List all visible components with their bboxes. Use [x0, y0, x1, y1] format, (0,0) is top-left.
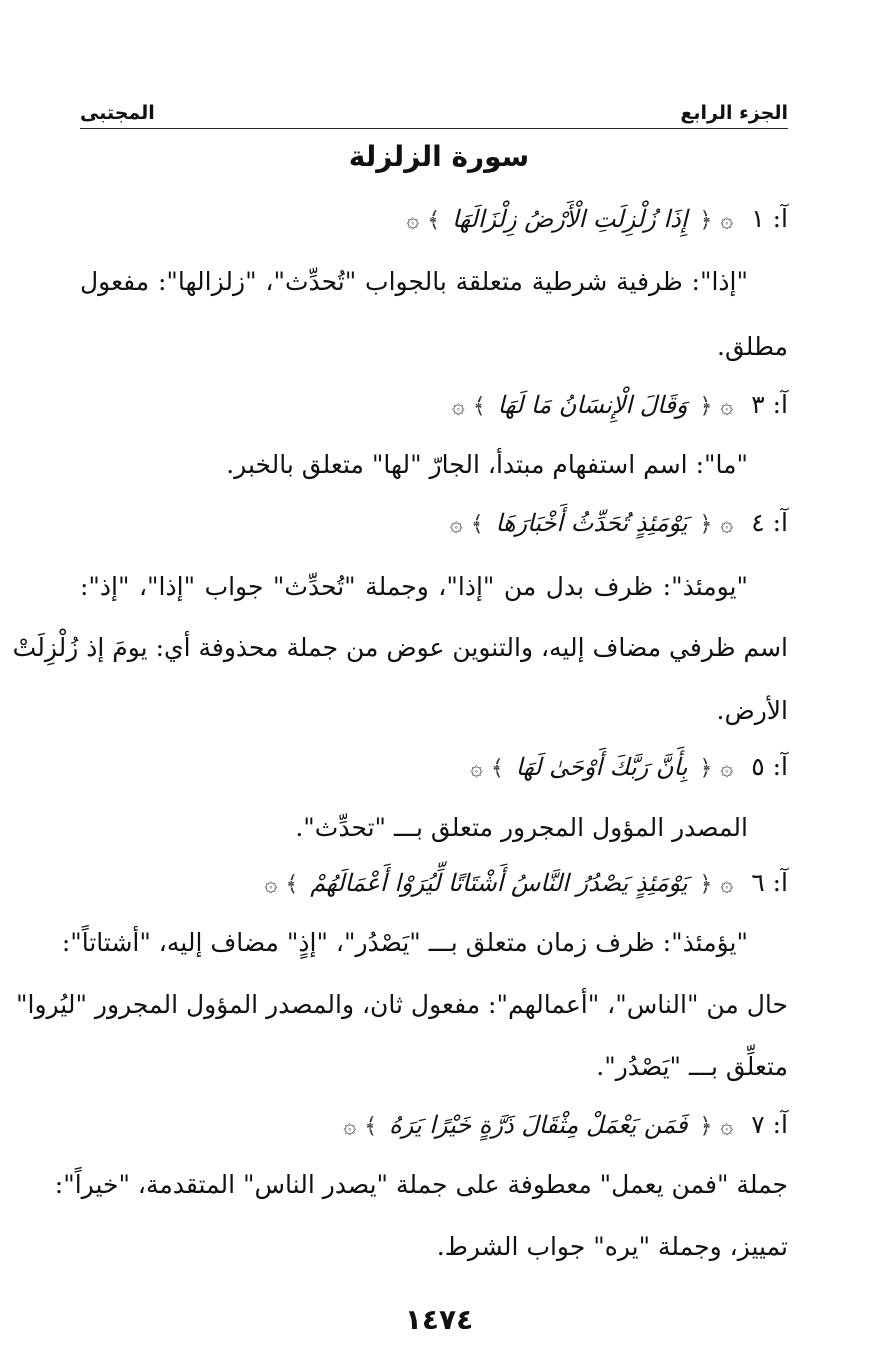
ornament-icon: ۞: [720, 512, 734, 537]
verse-line: [80, 390, 788, 420]
open-bracket-icon: ﴿: [699, 512, 713, 537]
commentary-line: تمييز، وجملة "يره" جواب الشرط.: [436, 1232, 788, 1261]
commentary-line: اسم ظرفي مضاف إليه، والتنوين عوض من جملة محذوفة أي: يومَ إذ زُلْزِلَتْ: [12, 633, 788, 662]
ornament-icon: ۞: [720, 208, 734, 233]
commentary-line: الأرض.: [716, 696, 788, 725]
close-bracket-icon: ﴾: [470, 512, 484, 537]
close-bracket-icon: ﴾: [364, 1114, 378, 1139]
close-bracket-icon: ﴾: [427, 208, 441, 233]
verse-line: [80, 752, 788, 782]
commentary-line: حال من "الناس"، "أعمالهم": مفعول ثان، والمصدر المؤول المجرور "ليُروا": [16, 990, 788, 1019]
close-bracket-icon: ﴾: [472, 394, 486, 419]
header-divider: [80, 128, 788, 129]
ornament-icon: ۞: [720, 756, 734, 781]
ornament-icon: ۞: [264, 872, 278, 897]
verse-label: آ: ١: [751, 204, 788, 233]
verse-text: بِأَنَّ رَبَّكَ أَوْحَىٰ لَهَا: [515, 753, 688, 781]
commentary-line: متعلِّق بـــ "يَصْدُر".: [596, 1052, 788, 1081]
verse-label: آ: ٥: [751, 752, 788, 781]
verse-line: [80, 204, 788, 234]
verse-label: آ: ٦: [751, 868, 788, 897]
verse-text: وَقَالَ الْإِنسَانُ مَا لَهَا: [497, 391, 688, 419]
verse-text: فَمَن يَعْمَلْ مِثْقَالَ ذَرَّةٍ خَيْرًا يَرَهُ: [389, 1111, 688, 1139]
verse-label: آ: ٤: [751, 508, 788, 537]
open-bracket-icon: ﴿: [699, 1114, 713, 1139]
verse-label: آ: ٧: [751, 1110, 788, 1139]
ornament-icon: ۞: [720, 1114, 734, 1139]
verse-line: [80, 1110, 788, 1140]
commentary-line: "يؤمئذ": ظرف زمان متعلق بـــ "يَصْدُر"، "إذٍ" مضاف إليه، "أشتاتاً":: [61, 928, 748, 957]
commentary-line: المصدر المؤول المجرور متعلق بـــ "تحدِّث".: [295, 813, 748, 842]
verse-text: إِذَا زُلْزِلَتِ الْأَرْضُ زِلْزَالَهَا: [452, 205, 688, 233]
verse-text: يَوْمَئِذٍ تُحَدِّثُ أَخْبَارَهَا: [495, 509, 688, 537]
close-bracket-icon: ﴾: [490, 756, 504, 781]
ornament-icon: ۞: [720, 394, 734, 419]
verse-text: يَوْمَئِذٍ يَصْدُرُ النَّاسُ أَشْتَاتًا لِّيُرَوْا أَعْمَالَهُمْ: [310, 869, 688, 897]
verse-label: آ: ٣: [751, 390, 788, 419]
open-bracket-icon: ﴿: [699, 872, 713, 897]
running-header: [80, 98, 788, 130]
open-bracket-icon: ﴿: [699, 394, 713, 419]
commentary-line: "ما": اسم استفهام مبتدأ، الجارّ "لها" متعلق بالخبر.: [226, 450, 748, 479]
surah-title: سورة الزلزلة: [348, 140, 530, 173]
close-bracket-icon: ﴾: [285, 872, 299, 897]
ornament-icon: ۞: [720, 872, 734, 897]
open-bracket-icon: ﴿: [699, 208, 713, 233]
ornament-icon: ۞: [343, 1114, 357, 1139]
ornament-icon: ۞: [449, 512, 463, 537]
verse-line: [80, 868, 788, 898]
ornament-icon: ۞: [406, 208, 420, 233]
commentary-line: جملة "فمن يعمل" معطوفة على جملة "يصدر الناس" المتقدمة، "خيراً":: [54, 1170, 788, 1199]
verse-line: [80, 508, 788, 538]
book-title: المجتبى: [80, 102, 155, 124]
ornament-icon: ۞: [470, 756, 483, 781]
commentary-line: مطلق.: [717, 332, 788, 361]
ornament-icon: ۞: [451, 394, 465, 419]
commentary-line: "يومئذ": ظرف بدل من "إذا"، وجملة "تُحدِّث" جواب "إذا"، "إذ":: [80, 572, 748, 601]
page-number: ١٤٧٤: [404, 1303, 474, 1336]
commentary-line: "إذا": ظرفية شرطية متعلقة بالجواب "تُحدِّث"، "زلزالها": مفعول: [80, 267, 748, 296]
volume-label: الجزء الرابع: [680, 102, 788, 124]
open-bracket-icon: ﴿: [699, 756, 713, 781]
